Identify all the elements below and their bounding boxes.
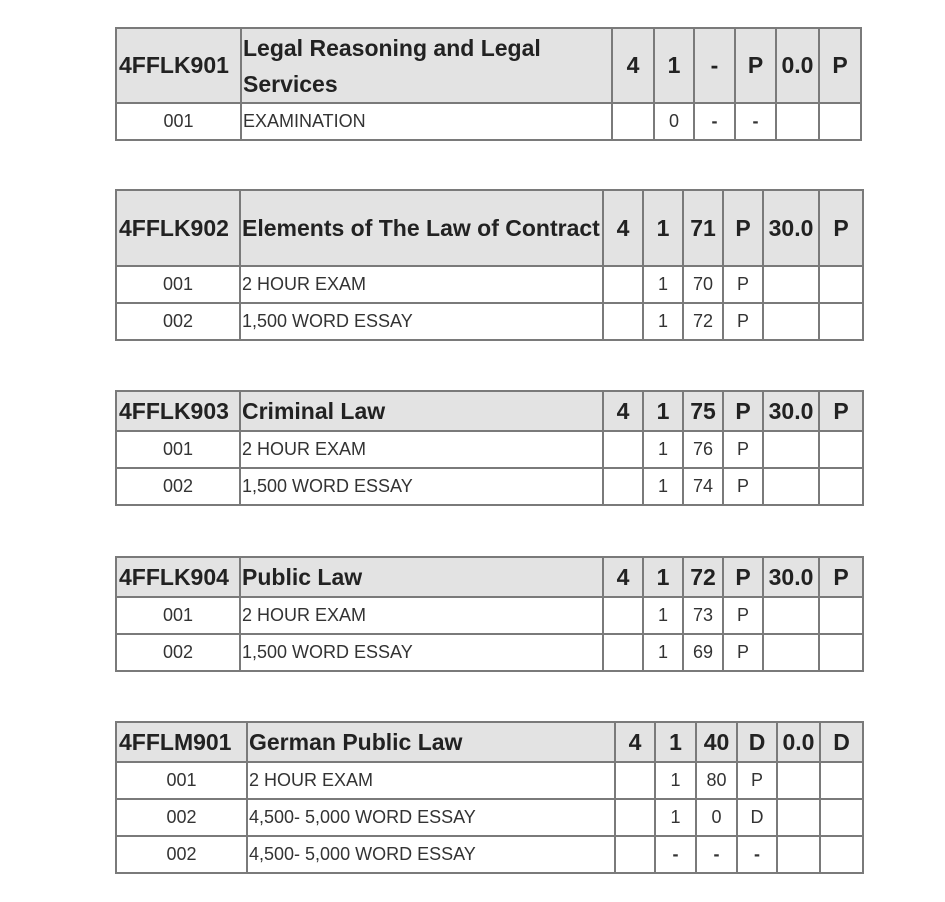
module-result: D bbox=[820, 722, 863, 762]
component-row bbox=[116, 468, 863, 505]
module-code: 4FFLM901 bbox=[116, 722, 247, 762]
component-attempt: 1 bbox=[643, 597, 683, 634]
module-attempt: 1 bbox=[643, 391, 683, 431]
component-blank bbox=[763, 468, 819, 505]
component-blank bbox=[763, 303, 819, 340]
component-number: 001 bbox=[116, 762, 247, 799]
component-row bbox=[116, 303, 863, 340]
component-grade: P bbox=[723, 634, 763, 671]
component-grade: - bbox=[737, 836, 777, 873]
module-mark: - bbox=[694, 28, 735, 103]
component-mark: - bbox=[696, 836, 737, 873]
component-number: 001 bbox=[116, 597, 240, 634]
component-row bbox=[116, 836, 863, 873]
module-result: P bbox=[819, 391, 863, 431]
component-attempt: 1 bbox=[643, 634, 683, 671]
component-number: 002 bbox=[116, 634, 240, 671]
component-blank bbox=[615, 799, 655, 836]
component-description: EXAMINATION bbox=[241, 103, 612, 140]
component-description: 4,500- 5,000 WORD ESSAY bbox=[247, 799, 615, 836]
component-attempt: 1 bbox=[643, 266, 683, 303]
module-mark: 72 bbox=[683, 557, 723, 597]
component-row bbox=[116, 103, 861, 140]
module-mark: 71 bbox=[683, 190, 723, 266]
module-title: Elements of The Law of Contract bbox=[240, 190, 603, 266]
module-grade: P bbox=[723, 557, 763, 597]
module-attempt: 1 bbox=[643, 190, 683, 266]
module-credits: 4 bbox=[603, 391, 643, 431]
component-number: 001 bbox=[116, 431, 240, 468]
component-attempt: 1 bbox=[643, 431, 683, 468]
module-header-row bbox=[116, 391, 863, 431]
component-description: 2 HOUR EXAM bbox=[247, 762, 615, 799]
component-blank bbox=[819, 431, 863, 468]
module-table bbox=[115, 721, 864, 874]
module-header-row bbox=[116, 722, 863, 762]
component-grade: P bbox=[723, 597, 763, 634]
component-description: 1,500 WORD ESSAY bbox=[240, 303, 603, 340]
component-grade: P bbox=[723, 431, 763, 468]
module-mark: 40 bbox=[696, 722, 737, 762]
component-blank bbox=[763, 266, 819, 303]
component-grade: P bbox=[723, 266, 763, 303]
component-grade: P bbox=[723, 303, 763, 340]
module-grade: P bbox=[735, 28, 776, 103]
module-result: P bbox=[819, 557, 863, 597]
module-credits: 4 bbox=[603, 557, 643, 597]
component-mark: 72 bbox=[683, 303, 723, 340]
component-blank bbox=[612, 103, 654, 140]
component-blank bbox=[603, 468, 643, 505]
component-blank bbox=[819, 266, 863, 303]
component-blank bbox=[819, 103, 861, 140]
component-mark: - bbox=[694, 103, 735, 140]
component-mark: 70 bbox=[683, 266, 723, 303]
component-row bbox=[116, 597, 863, 634]
module-table bbox=[115, 189, 864, 341]
component-attempt: 1 bbox=[643, 468, 683, 505]
module-attempt: 1 bbox=[654, 28, 694, 103]
module-title: Criminal Law bbox=[240, 391, 603, 431]
component-number: 002 bbox=[116, 468, 240, 505]
component-mark: 73 bbox=[683, 597, 723, 634]
module-header-row bbox=[116, 190, 863, 266]
component-blank bbox=[820, 799, 863, 836]
component-row bbox=[116, 799, 863, 836]
module-table bbox=[115, 27, 862, 141]
module-result: P bbox=[819, 190, 863, 266]
module-points: 30.0 bbox=[763, 190, 819, 266]
module-table bbox=[115, 390, 864, 506]
component-attempt: 0 bbox=[654, 103, 694, 140]
component-blank bbox=[763, 597, 819, 634]
component-blank bbox=[763, 431, 819, 468]
component-row bbox=[116, 762, 863, 799]
component-row bbox=[116, 431, 863, 468]
component-grade: D bbox=[737, 799, 777, 836]
component-description: 2 HOUR EXAM bbox=[240, 597, 603, 634]
module-points: 0.0 bbox=[776, 28, 819, 103]
component-blank bbox=[603, 597, 643, 634]
component-mark: 74 bbox=[683, 468, 723, 505]
component-mark: 80 bbox=[696, 762, 737, 799]
component-attempt: - bbox=[655, 836, 696, 873]
module-code: 4FFLK901 bbox=[116, 28, 241, 103]
component-description: 1,500 WORD ESSAY bbox=[240, 468, 603, 505]
module-credits: 4 bbox=[612, 28, 654, 103]
component-blank bbox=[777, 799, 820, 836]
module-title: Legal Reasoning and Legal Services bbox=[241, 28, 612, 103]
component-blank bbox=[777, 762, 820, 799]
component-description: 2 HOUR EXAM bbox=[240, 266, 603, 303]
module-mark: 75 bbox=[683, 391, 723, 431]
module-attempt: 1 bbox=[643, 557, 683, 597]
component-blank bbox=[820, 836, 863, 873]
module-title: German Public Law bbox=[247, 722, 615, 762]
component-mark: 0 bbox=[696, 799, 737, 836]
component-blank bbox=[819, 303, 863, 340]
component-number: 001 bbox=[116, 266, 240, 303]
module-result: P bbox=[819, 28, 861, 103]
component-blank bbox=[819, 634, 863, 671]
component-blank bbox=[603, 634, 643, 671]
module-points: 0.0 bbox=[777, 722, 820, 762]
module-table bbox=[115, 556, 864, 672]
component-blank bbox=[603, 303, 643, 340]
component-mark: 76 bbox=[683, 431, 723, 468]
component-blank bbox=[615, 762, 655, 799]
component-blank bbox=[819, 468, 863, 505]
component-description: 4,500- 5,000 WORD ESSAY bbox=[247, 836, 615, 873]
component-number: 002 bbox=[116, 799, 247, 836]
component-attempt: 1 bbox=[655, 762, 696, 799]
module-code: 4FFLK903 bbox=[116, 391, 240, 431]
component-grade: P bbox=[723, 468, 763, 505]
component-grade: P bbox=[737, 762, 777, 799]
component-attempt: 1 bbox=[655, 799, 696, 836]
module-grade: P bbox=[723, 391, 763, 431]
component-number: 002 bbox=[116, 836, 247, 873]
module-title: Public Law bbox=[240, 557, 603, 597]
module-grade: P bbox=[723, 190, 763, 266]
module-credits: 4 bbox=[615, 722, 655, 762]
component-mark: 69 bbox=[683, 634, 723, 671]
module-code: 4FFLK904 bbox=[116, 557, 240, 597]
module-attempt: 1 bbox=[655, 722, 696, 762]
component-blank bbox=[603, 431, 643, 468]
component-grade: - bbox=[735, 103, 776, 140]
module-header-row bbox=[116, 557, 863, 597]
component-blank bbox=[776, 103, 819, 140]
component-number: 001 bbox=[116, 103, 241, 140]
component-description: 2 HOUR EXAM bbox=[240, 431, 603, 468]
component-blank bbox=[777, 836, 820, 873]
module-code: 4FFLK902 bbox=[116, 190, 240, 266]
module-header-row bbox=[116, 28, 861, 103]
component-blank bbox=[763, 634, 819, 671]
module-credits: 4 bbox=[603, 190, 643, 266]
component-description: 1,500 WORD ESSAY bbox=[240, 634, 603, 671]
module-grade: D bbox=[737, 722, 777, 762]
module-points: 30.0 bbox=[763, 557, 819, 597]
component-blank bbox=[820, 762, 863, 799]
module-points: 30.0 bbox=[763, 391, 819, 431]
component-number: 002 bbox=[116, 303, 240, 340]
component-blank bbox=[819, 597, 863, 634]
component-row bbox=[116, 634, 863, 671]
component-blank bbox=[603, 266, 643, 303]
component-row bbox=[116, 266, 863, 303]
component-attempt: 1 bbox=[643, 303, 683, 340]
component-blank bbox=[615, 836, 655, 873]
